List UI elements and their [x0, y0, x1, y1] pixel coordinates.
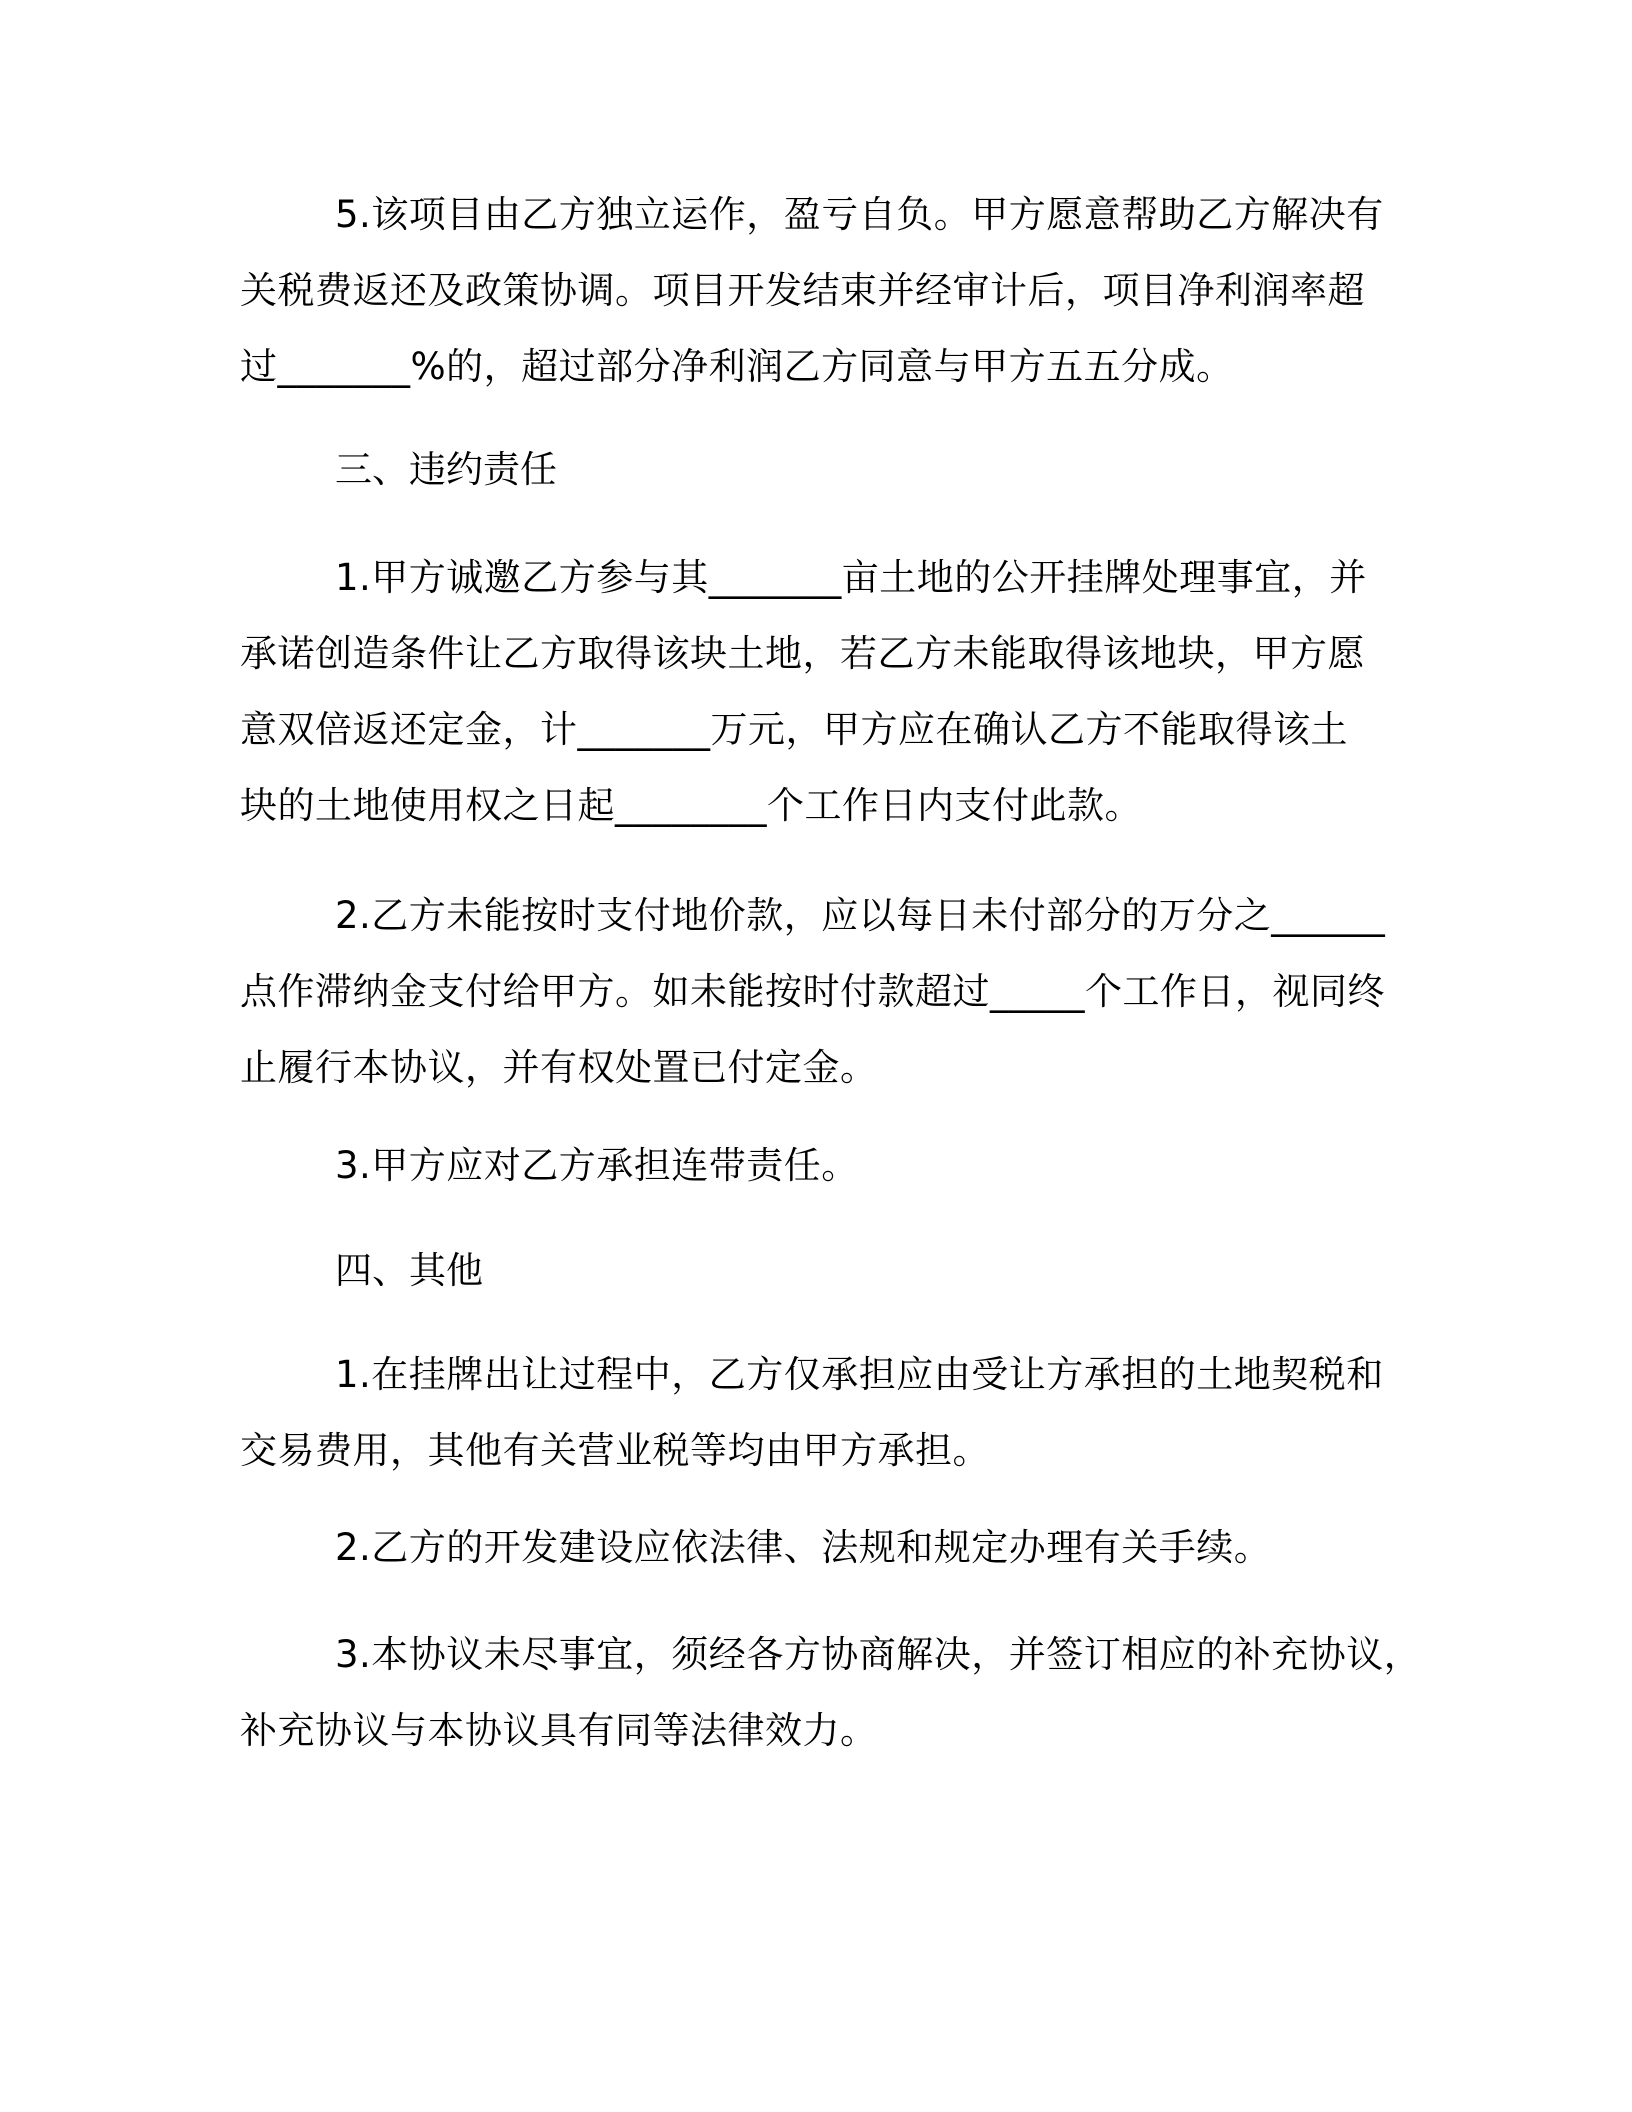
section-4-item-3-line-2: 补充协议与本协议具有同等法律效力。 [240, 1709, 878, 1752]
clause-5-line-3: 过_______%的，超过部分净利润乙方同意与甲方五五分成。 [240, 345, 1234, 388]
section-3-item-2-line-2: 点作滞纳金支付给甲方。如未能按时付款超过_____个工作日，视同终 [240, 970, 1385, 1013]
section-3-heading: 三、违约责任 [335, 448, 557, 491]
section-3-item-2-line-1: 2.乙方未能按时支付地价款，应以每日未付部分的万分之______ [335, 894, 1386, 937]
section-3-item-1 [240, 540, 1390, 844]
clause-5-line-1: 5.该项目由乙方独立运作，盈亏自负。甲方愿意帮助乙方解决有 [335, 193, 1384, 236]
section-4-item-2 [240, 1510, 1390, 1586]
section-4-item-1-line-1: 1.在挂牌出让过程中，乙方仅承担应由受让方承担的土地契税和 [335, 1353, 1384, 1396]
section-3-item-2-line-3: 止履行本协议，并有权处置已付定金。 [240, 1046, 878, 1089]
section-3-item-1-line-3: 意双倍返还定金，计_______万元，甲方应在确认乙方不能取得该土 [240, 708, 1348, 751]
section-4-item-3 [240, 1617, 1422, 1769]
section-3-item-1-line-4: 块的土地使用权之日起________个工作日内支付此款。 [240, 784, 1142, 827]
section-4-heading: 四、其他 [335, 1249, 483, 1292]
section-3-item-2 [240, 878, 1390, 1106]
clause-5-paragraph [240, 177, 1390, 405]
section-4-item-1-line-2: 交易费用，其他有关营业税等均由甲方承担。 [240, 1429, 990, 1472]
section-4-item-3-line-1: 3.本协议未尽事宜，须经各方协商解决，并签订相应的补充协议， [335, 1633, 1422, 1676]
section-3-item-3-line-1: 3.甲方应对乙方承担连带责任。 [335, 1144, 859, 1187]
section-4-item-1 [240, 1337, 1390, 1489]
section-4-item-2-line-1: 2.乙方的开发建设应依法律、法规和规定办理有关手续。 [335, 1526, 1272, 1569]
section-3-item-3 [240, 1128, 1390, 1204]
section-3-item-1-line-1: 1.甲方诚邀乙方参与其_______亩土地的公开挂牌处理事宜，并 [335, 556, 1367, 599]
clause-5-line-2: 关税费返还及政策协调。项目开发结束并经审计后，项目净利润率超 [240, 269, 1365, 312]
section-3-item-1-line-2: 承诺创造条件让乙方取得该块土地，若乙方未能取得该地块，甲方愿 [240, 632, 1365, 675]
